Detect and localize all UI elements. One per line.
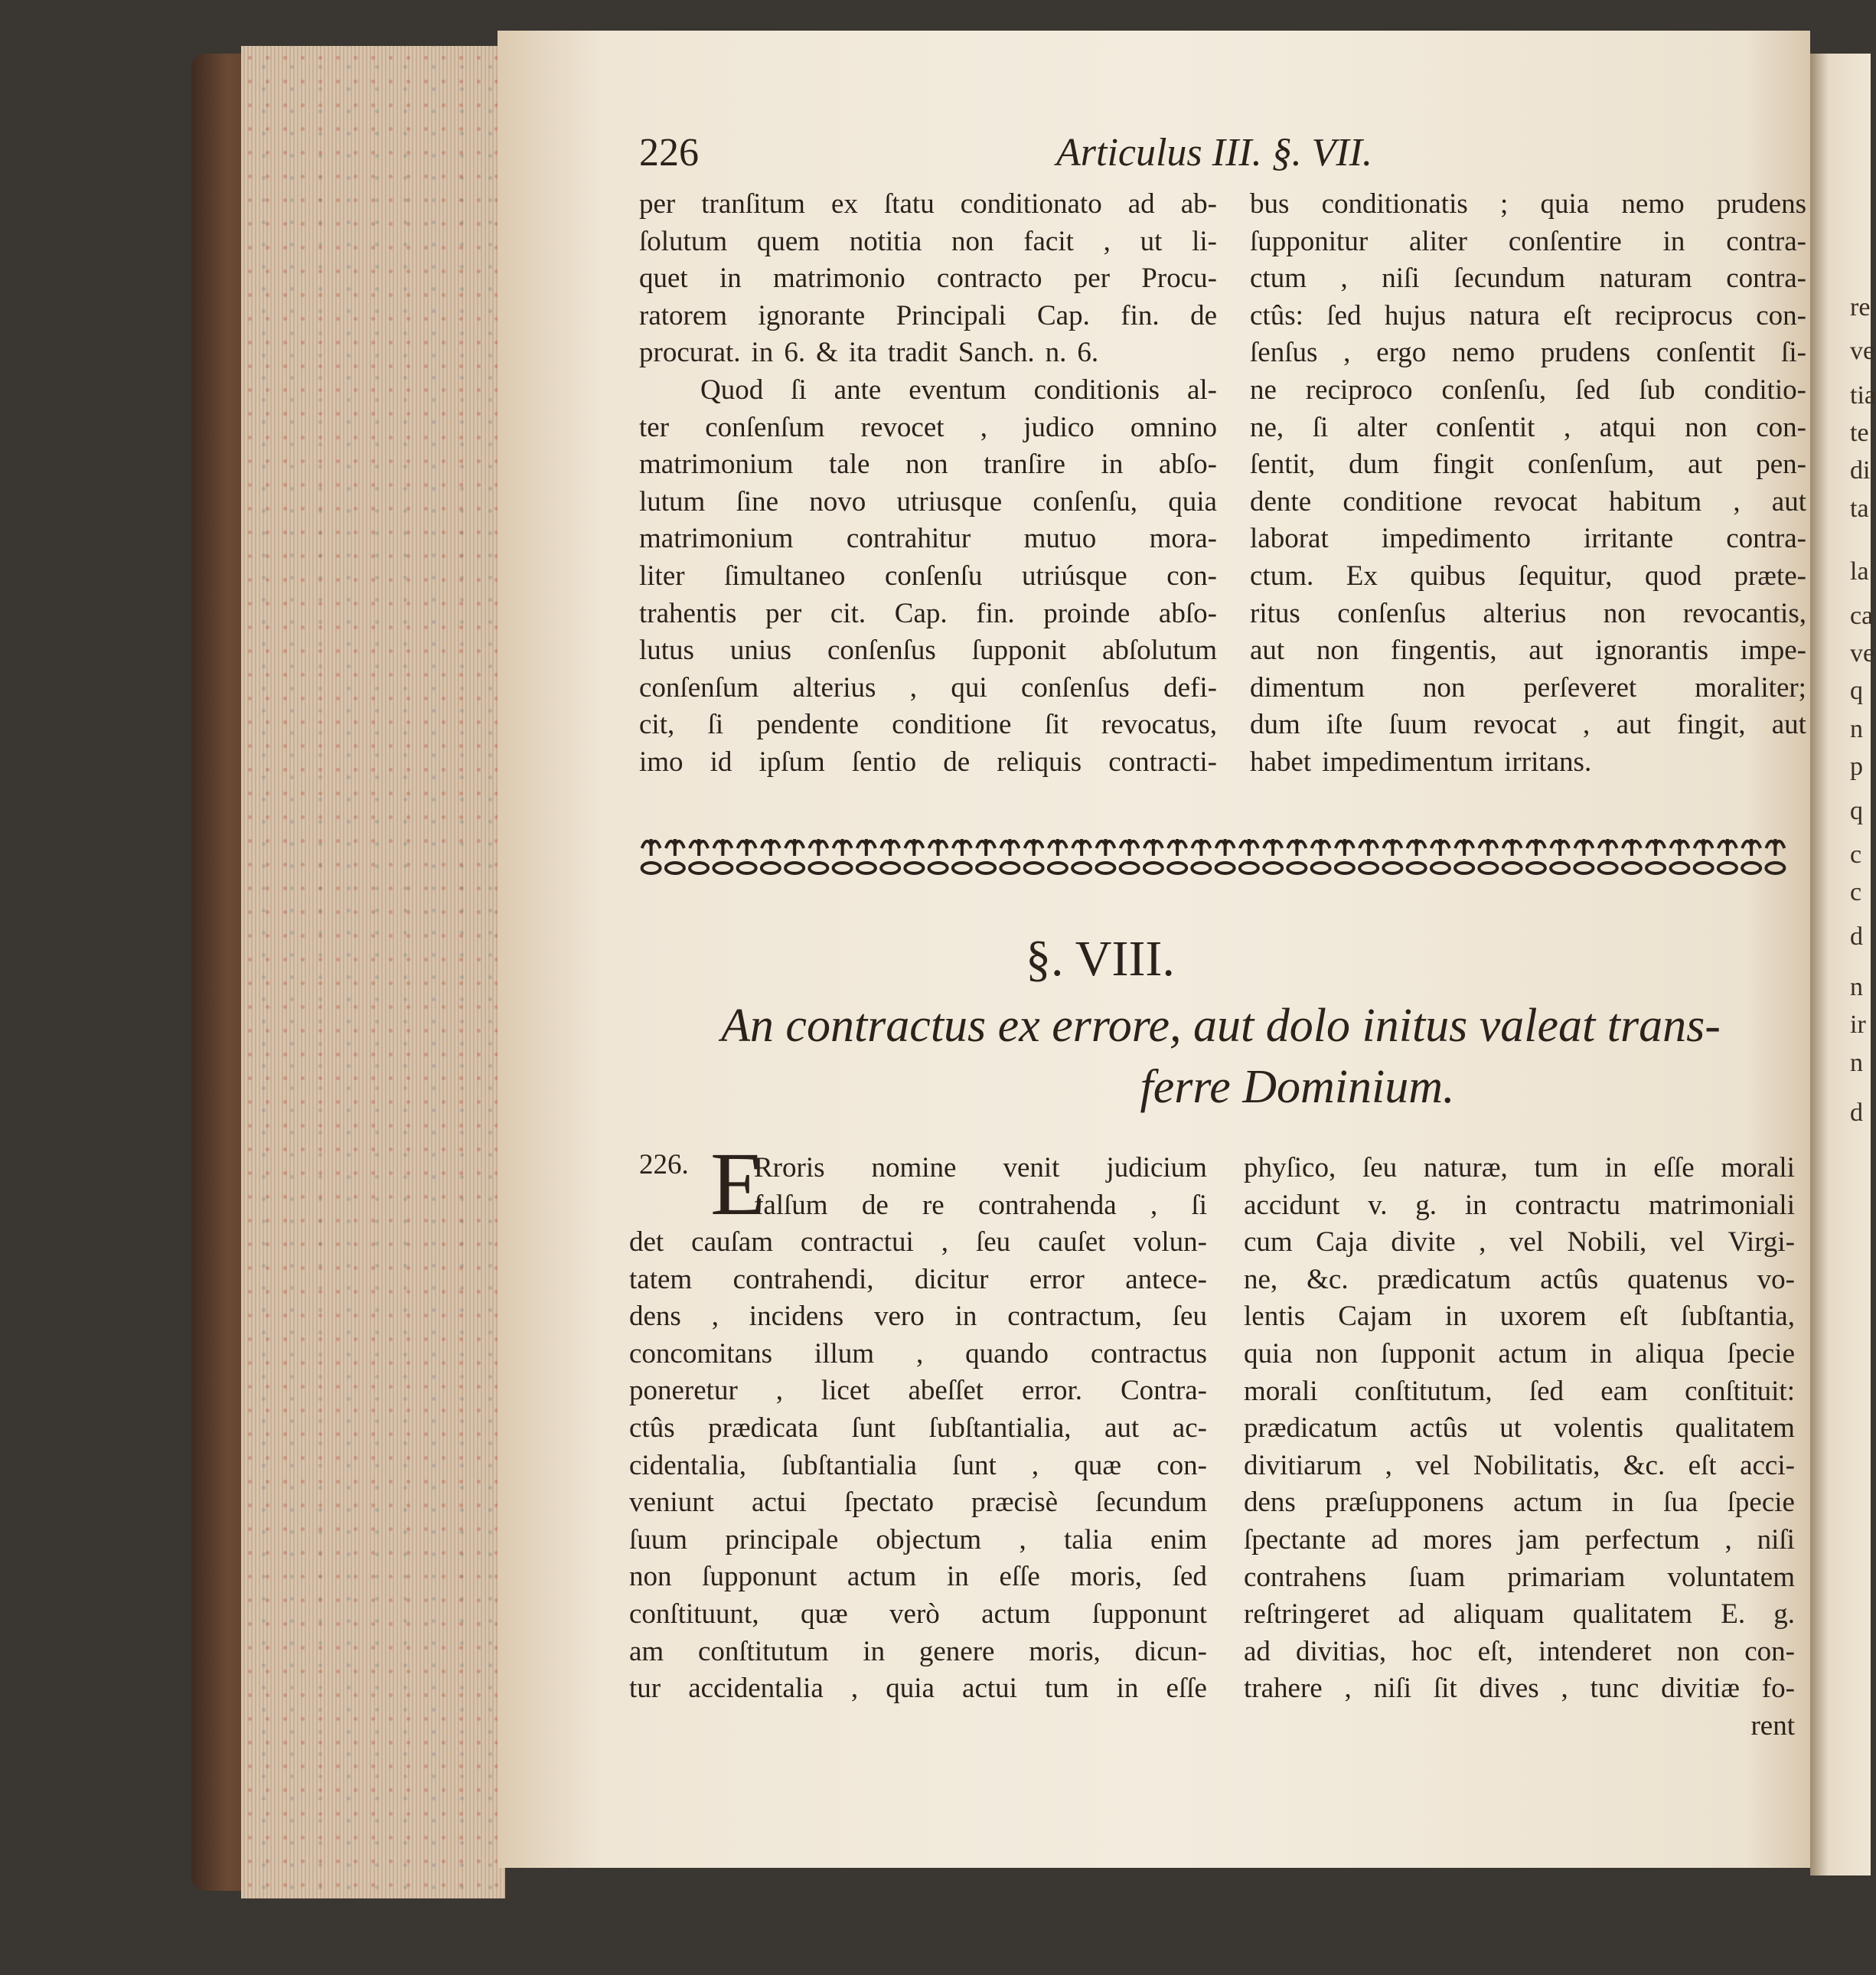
text-line: concomitans illum , quando contractus	[629, 1337, 1207, 1369]
text-line: dens præſupponens actum in ſua ſpecie	[1244, 1487, 1795, 1519]
fleuron-ornament	[762, 839, 780, 873]
text-line: bus conditionatis ; quia nemo prudens	[1250, 188, 1806, 220]
fleuron-ornament	[1431, 839, 1450, 873]
fleuron-ornament	[1192, 839, 1210, 873]
text-line: cidentalia, ſubſtantialia ſunt , quæ con-	[629, 1449, 1207, 1481]
text-line: ter conſenſum revocet , judico omnino	[639, 411, 1217, 443]
fleuron-ornament	[834, 839, 852, 873]
fleuron-ornament	[785, 839, 804, 873]
text-line: Quod ſi ante eventum conditionis al-	[700, 374, 1217, 406]
fleuron-ornament	[1695, 839, 1713, 873]
text-line: divitiarum , vel Nobilitatis, &c. eſt acci-	[1244, 1449, 1795, 1481]
fleuron-ornament	[1168, 839, 1186, 873]
fleuron-ornament	[1025, 839, 1043, 873]
text-line: contrahens ſuam primariam voluntatem	[1244, 1561, 1795, 1593]
text-line: accidunt v. g. in contractu matrimoniali	[1244, 1189, 1795, 1221]
text-line: ne, &c. prædicatum actûs quatenus vo-	[1244, 1263, 1795, 1295]
fleuron-ornament	[1383, 839, 1401, 873]
fleuron-ornament	[1479, 839, 1497, 873]
text-line: conſenſum alterius , qui conſenſus defi-	[639, 671, 1217, 703]
facing-page-letter: c	[1850, 878, 1862, 907]
fleuron-ornament	[1072, 839, 1091, 873]
fleuron-ornament	[929, 839, 948, 873]
fleuron-ornament	[1000, 839, 1019, 873]
text-line: lentis Cajam in uxorem eſt ſubſtantia,	[1244, 1301, 1795, 1333]
text-line: ctûs: ſed hujus natura eſt reciprocus con-	[1250, 299, 1806, 331]
fleuron-ornament	[1766, 839, 1784, 873]
facing-page-letter: ve	[1850, 337, 1875, 366]
text-line: phyſico, ſeu naturæ, tum in eſſe morali	[1244, 1152, 1795, 1183]
text-line: ctum , niſi ſecundum naturam contra-	[1250, 263, 1806, 295]
fleuron-ornament	[713, 839, 732, 873]
text-line: ſolutum quem notitia non facit , ut li-	[639, 225, 1217, 257]
text-line: morali conſtitutum, ſed eam conſtituit:	[1244, 1375, 1795, 1407]
text-line: dum iſte ſuum revocat , aut fingit, aut	[1250, 709, 1806, 741]
text-line: ſenſus , ergo nemo prudens conſentit ſi-	[1250, 337, 1806, 369]
fleuron-ornament	[1336, 839, 1354, 873]
text-line: ſuum principale objectum , talia enim	[629, 1523, 1207, 1556]
text-line: cum Caja divite , vel Nobili, vel Virgi-	[1244, 1226, 1795, 1258]
text-line: trahere , niſi ſit dives , tunc divitiæ fo-	[1244, 1673, 1795, 1705]
fleuron-ornament	[977, 839, 995, 873]
text-line: dimentum non perſeveret moraliter;	[1250, 671, 1806, 703]
facing-page-letter: p	[1850, 752, 1863, 781]
text-line: per tranſitum ex ſtatu conditionato ad ab-	[639, 188, 1217, 220]
page-number: 226	[639, 131, 699, 175]
text-line: tur accidentalia , quia actui tum in eſſe	[629, 1673, 1207, 1705]
page-edge-speckles	[241, 46, 505, 1898]
text-line: ratorem ignorante Principali Cap. fin. de	[639, 299, 1217, 331]
running-head: Articulus III. §. VII.	[1056, 131, 1373, 175]
facing-page-letter: ca	[1850, 601, 1874, 630]
text-line: procurat. in 6. & ita tradit Sanch. n. 6.	[639, 337, 1099, 369]
fleuron-ornament	[1623, 839, 1641, 873]
text-line: det cauſam contractui , ſeu cauſet volun-	[629, 1226, 1207, 1258]
fleuron-ornament	[1312, 839, 1330, 873]
top-left-column	[639, 186, 1217, 782]
fleuron-ornament	[642, 839, 661, 873]
fleuron-ornament	[881, 839, 899, 873]
section-heading	[674, 995, 1768, 1118]
text-line: rent	[1750, 1709, 1795, 1742]
text-line: habet impedimentum irritans.	[1250, 746, 1592, 778]
page-header	[639, 130, 1810, 184]
text-line: ne, ſi alter conſentit , atqui non con-	[1250, 411, 1806, 443]
fleuron-ornament	[1670, 839, 1688, 873]
facing-page-letter: te	[1850, 419, 1869, 448]
facing-page-letter: c	[1850, 841, 1862, 870]
text-line: matrimonium tale non tranſire in abſo-	[639, 449, 1217, 481]
text-line: ctum. Ex quibus ſequitur, quod præte-	[1250, 560, 1806, 592]
facing-page-letter: la	[1850, 557, 1869, 586]
bottom-left-first-lines	[754, 1150, 1207, 1224]
fleuron-ornament	[690, 839, 708, 873]
fleuron-ornament	[1359, 839, 1378, 873]
facing-page-letter: ta	[1850, 494, 1869, 523]
text-line: poneretur , licet abeſſet error. Contra-	[629, 1375, 1207, 1407]
section-heading-line2: ferre Dominium.	[1140, 1061, 1455, 1113]
text-line: Rroris nomine venit judicium	[754, 1152, 1207, 1183]
fleuron-ornament	[1264, 839, 1282, 873]
fleuron-ornament	[953, 839, 971, 873]
text-line: ad divitias, hoc eſt, intenderet non con-	[1244, 1635, 1795, 1667]
facing-page-letter: n	[1850, 1048, 1863, 1077]
fleuron-ornament	[1216, 839, 1235, 873]
facing-page-letter: di	[1850, 456, 1871, 485]
fleuron-ornament	[666, 839, 684, 873]
text-line: am conſtitutum in genere moris, dicun-	[629, 1635, 1207, 1667]
paragraph-number: 226.	[639, 1149, 689, 1180]
bottom-left-column	[629, 1224, 1207, 1708]
text-line: imo id ipſum ſentio de reliquis contracti-	[639, 746, 1217, 778]
fleuron-ornament	[809, 839, 827, 873]
fleuron-ornament	[1551, 839, 1569, 873]
text-line: non ſupponunt actum in eſſe moris, ſed	[629, 1561, 1207, 1593]
text-line: tatem contrahendi, dicitur error antece-	[629, 1263, 1207, 1295]
text-line: veniunt actui ſpectato præcisè ſecundum	[629, 1487, 1207, 1519]
facing-page-letter: ve	[1850, 638, 1875, 668]
fleuron-ornament	[1503, 839, 1522, 873]
fleuron-ornament	[1718, 839, 1737, 873]
facing-page-letter: q	[1850, 677, 1863, 706]
facing-page-letter: tia	[1850, 380, 1876, 410]
fleuron-ornament	[1574, 839, 1593, 873]
fleuron-ornament	[1240, 839, 1258, 873]
text-line: cit, ſi pendente conditione ſit revocatus,	[639, 709, 1217, 741]
fleuron-ornament	[1121, 839, 1139, 873]
fleuron-ornament	[1144, 839, 1163, 873]
drop-cap: E	[710, 1134, 766, 1234]
fleuron-ornament	[1742, 839, 1760, 873]
fleuron-ornament	[1599, 839, 1617, 873]
facing-page-letter: n	[1850, 972, 1863, 1001]
text-line: ſpectante ad mores jam perfectum , niſi	[1244, 1523, 1795, 1556]
text-line: aut non fingentis, aut ignorantis impe-	[1250, 635, 1806, 667]
fleuron-ornament	[1049, 839, 1067, 873]
text-line: dente conditione revocat habitum , aut	[1250, 485, 1806, 517]
text-line: matrimonium contrahitur mutuo mora-	[639, 523, 1217, 555]
text-line: lutum ſine novo utriusque conſenſu, quia	[639, 485, 1217, 517]
text-line: laborat impedimento irritante contra-	[1250, 523, 1806, 555]
text-line: ſentit, dum fingit conſenſum, aut pen-	[1250, 449, 1806, 481]
facing-page-fragment	[1810, 54, 1876, 1875]
text-line: trahentis per cit. Cap. fin. proinde abſo-	[639, 597, 1217, 629]
fleuron-ornament	[738, 839, 756, 873]
top-right-column	[1250, 186, 1806, 782]
fleuron-ornament	[905, 839, 923, 873]
fleuron-ornament	[1527, 839, 1545, 873]
text-line: liter ſimultaneo conſenſu utriúsque con-	[639, 560, 1217, 592]
text-line: lutus unius conſenſus ſupponit abſolutum	[639, 635, 1217, 667]
text-line: quet in matrimonio contracto per Procu-	[639, 263, 1217, 295]
section-heading-line1: An contractus ex errore, aut dolo initus valeat trans-	[721, 1000, 1721, 1052]
facing-page-letter: d	[1850, 1098, 1863, 1128]
text-line: prædicatum actûs ut volentis qualitatem	[1244, 1412, 1795, 1445]
text-line: ritus conſenſus alterius non revocantis,	[1250, 597, 1806, 629]
facing-page-letter: q	[1850, 796, 1863, 825]
ornamental-divider	[639, 833, 1787, 880]
facing-page-letter: re	[1850, 292, 1871, 322]
text-line: quia non ſupponit actum in aliqua ſpecie	[1244, 1337, 1795, 1369]
text-line: reſtringeret ad aliquam qualitatem E. g.	[1244, 1598, 1795, 1631]
text-line: conſtituunt, quæ verò actum ſupponunt	[629, 1598, 1207, 1630]
text-line: ctûs prædicata ſunt ſubſtantialia, aut ac-	[629, 1412, 1207, 1444]
fleuron-ornament	[1646, 839, 1665, 873]
fleuron-ornament	[1096, 839, 1114, 873]
fleuron-ornament	[1455, 839, 1473, 873]
text-line: ne reciproco conſenſu, ſed ſub conditio-	[1250, 374, 1806, 406]
bottom-right-column	[1244, 1150, 1795, 1745]
fleuron-ornament	[1408, 839, 1426, 873]
fleuron-ornament	[857, 839, 876, 873]
facing-page-letter: n	[1850, 714, 1863, 743]
fleuron-ornament	[1287, 839, 1306, 873]
facing-page-letter: d	[1850, 922, 1863, 952]
facing-page-letter: ir	[1850, 1010, 1866, 1040]
section-number: §. VIII.	[1026, 931, 1175, 987]
text-line: dens , incidens vero in contractum, ſeu	[629, 1301, 1207, 1333]
text-line: ſupponitur aliter conſentire in contra-	[1250, 225, 1806, 257]
text-line: falſum de re contrahenda , ſi	[754, 1189, 1207, 1221]
